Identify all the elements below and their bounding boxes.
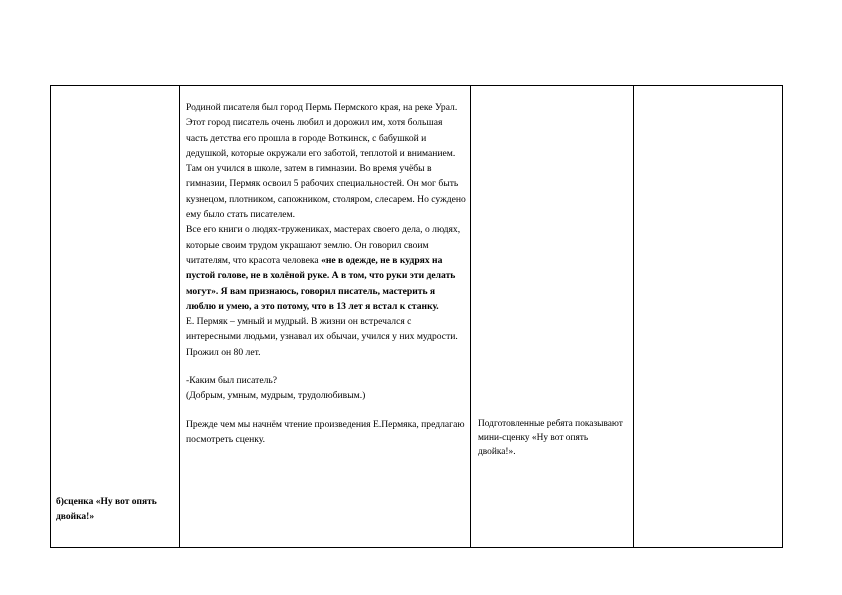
lesson-plan-table [50,85,783,548]
empty-cell [634,86,783,548]
books-intro: Все его книги о людях-тружениках, мастерах своего дела, о людях, которые своим трудом украшают землю. Он говорил своим читателям, что красота человека [186,224,461,266]
table-row [51,86,783,548]
bio-paragraph: Родиной писателя был город Пермь Пермского края, на реке Урал. Этот город писатель очень любил и дорожил им, хотя большая часть детства его прошла в городе Воткинск, с бабушкой и дедушкой, которые окружали его заботой, теплотой и вниманием. Там он учился в школе, затем в гимназии. Во время учёбы в гимназии, Пермяк освоил 5 рабочих специальностей. Он мог быть кузнецом, плотником, сапожником, столяром, слесарем. Но суждено ему было стать писателем. [186,102,466,221]
answer-line: (Добрым, умным, мудрым, трудолюбивым.) [186,390,366,402]
question-line: -Каким был писатель? [186,375,278,387]
stage-cell [51,86,180,548]
books-paragraph [186,222,466,314]
teacher-activity-text [180,86,470,447]
teacher-activity-cell [180,86,471,548]
student-activity-text: Подготовленные ребята показывают мини-сценку «Ну вот опять двойка!». [478,419,623,457]
closing-paragraph: Прежде чем мы начнём чтение произведения Е.Пермяка, предлагаю посмотреть сценку. [186,418,465,445]
student-activity-cell [471,86,634,548]
stage-label: б)сценка «Ну вот опять двойка!» [56,497,157,522]
books-quote: «не в одежде, не в кудрях на пустой голове, не в холёной руке. А в том, что руки эти делать могут». Я вам признаюсь, говорил писатель, мастерить я люблю и умею, а это потому, что в 13 лет я встал к станку. [186,254,456,312]
summary-paragraph: Е. Пермяк – умный и мудрый. В жизни он встречался с интересными людьми, узнавал их обычаи, учился у них мудрости. Прожил он 80 лет. [186,316,458,358]
